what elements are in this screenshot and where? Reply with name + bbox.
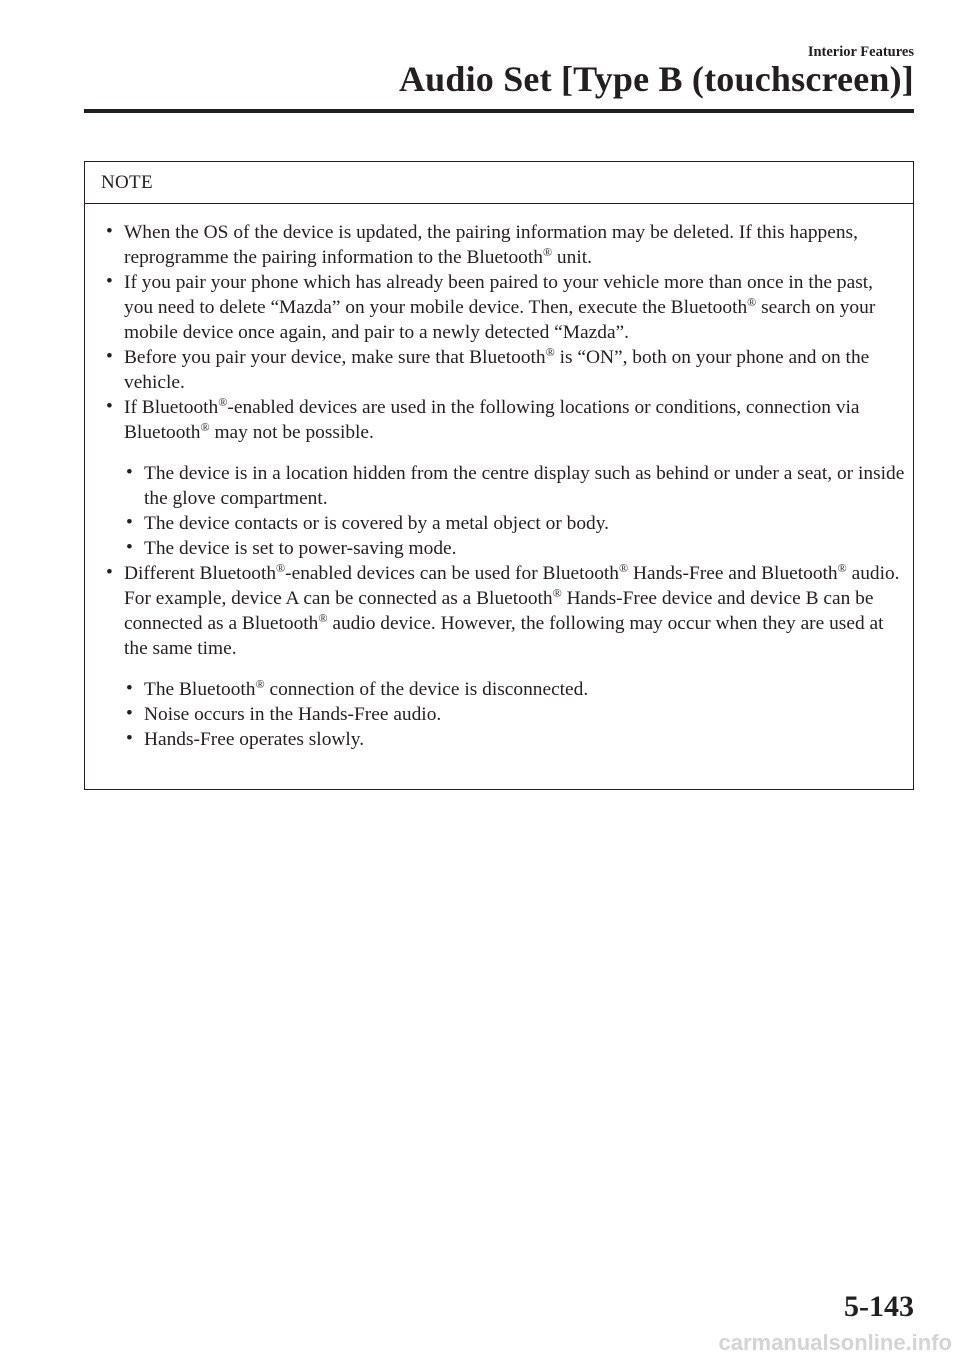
registered-mark: ® [837,561,847,575]
bullet: • [126,462,133,483]
bullet: • [126,537,133,558]
note-item-locations: • If Bluetooth®-enabled devices are used in the following locations or conditions, connection via Bluetooth® may not be possible. [106,395,860,443]
note-item-repair-phone: • If you pair your phone which has already been paired to your vehicle more than once in the past, you need to delete “Mazda” on your mobile device. Then, execute the Bluetooth® search on your mobile device once again, and pair to a newly detected “Mazda”. [106,271,876,343]
note-item-os-update: • When the OS of the device is updated, the pairing information may be deleted. If this happens, reprogramme the pairing information to the Bluetooth® unit. [106,221,858,268]
note-box [84,161,914,790]
note-heading: NOTE [101,172,153,193]
bullet: • [126,728,133,749]
note-item-bluetooth-on: • Before you pair your device, make sure that Bluetooth® is “ON”, both on your phone and on the vehicle. [106,345,870,393]
section-label: Interior Features [807,44,914,60]
registered-mark: ® [545,345,555,359]
registered-mark: ® [747,295,757,309]
bullet: • [106,562,113,583]
sub-item: • The device contacts or is covered by a metal object or body. [126,512,610,534]
sub-item: • The device is in a location hidden from the centre display such as behind or under a seat, or inside the glove compartment. [126,462,905,509]
bullet: • [106,271,113,292]
page-title: Audio Set [Type B (touchscreen)] [398,59,914,99]
sub-item: • The Bluetooth® connection of the device is disconnected. [126,677,589,700]
watermark: carmanualsonline.info [718,1330,952,1355]
registered-mark: ® [200,420,210,434]
registered-mark: ® [276,561,286,575]
note-item-multiple-devices: • Different Bluetooth®-enabled devices can be used for Bluetooth® Hands-Free and Bluetooth® audio. For example, device A can be connected as a Bluetooth® Hands-Free device and device B can be connected as a Bluetooth® audio device. However, the following may occur when they are used at the same time. [106,561,900,659]
sub-item: • The device is set to power-saving mode. [126,537,457,559]
registered-mark: ® [542,245,553,259]
sub-item: • Noise occurs in the Hands-Free audio. [126,703,442,725]
bullet: • [106,221,113,242]
note-body [85,220,913,752]
bullet: • [126,678,133,699]
registered-mark: ® [619,561,629,575]
registered-mark: ® [552,586,562,600]
bullet: • [126,703,133,724]
page-number: 5-143 [844,1290,914,1323]
bullet: • [126,512,133,533]
spacer [85,661,913,677]
registered-mark: ® [255,677,265,691]
spacer [85,445,913,461]
bullet: • [106,346,113,367]
sub-item: • Hands-Free operates slowly. [126,728,365,750]
header-rule [84,109,914,113]
registered-mark: ® [218,395,228,409]
note-divider [85,203,913,204]
bullet: • [106,396,113,417]
registered-mark: ® [318,611,328,625]
